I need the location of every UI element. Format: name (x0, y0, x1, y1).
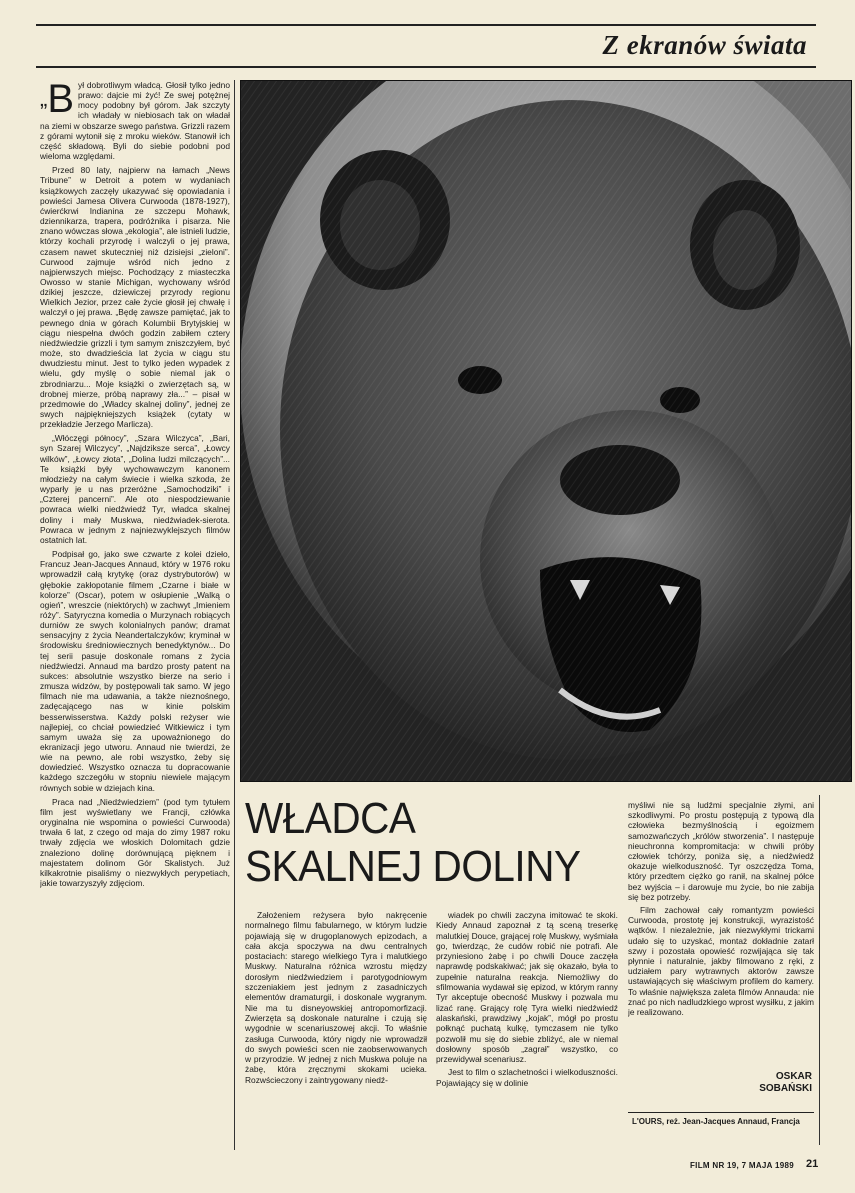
column-divider (234, 80, 235, 1150)
grizzly-bear-photo (240, 80, 852, 782)
article-paragraph: myśliwi nie są ludźmi specjalnie złymi, ani szkodliwymi. Po prostu postępują z typową dla człowieka bezmyślnością i egoizmem samozwańczych „królów stworzenia”. I następuje nieuchronna kompromitacja: w chwili próby człowiek tchórzy, poniża się, a niedźwiedź okazuje wielkoduszność. Tyr oszczędza Toma, który przedtem ciężko go ranił, na skalnej półce bez wyjścia – i darowuje mu życie, bo nie zabija się bez potrzeby. (628, 800, 814, 902)
bear-illustration (240, 80, 852, 782)
credit-rule (628, 1112, 814, 1113)
article-paragraph: Film zachował cały romantyzm powieści Curwooda, prostotę jej konstrukcji, wyrazistość wątków. I niezależnie, jak niezwykłymi trickami udało się to uzyskać, montaż dokładnie zatarł szwy i pozostała opowieść rozwijająca się tak płynnie i naturalnie, jakby filmowano z ręki, z udziałem pary wytrawnych aktorów zawsze ustawiających się właściwym profilem do kamery. To właśnie największa zaleta filmów Annauda: nie znać po nich nadludzkiego wprost wysiłku, z jakim je realizowano. (628, 905, 814, 1018)
author-byline: OSKAR SOBAŃSKI (759, 1071, 812, 1094)
header-rule-bottom (36, 66, 816, 68)
article-title (245, 795, 581, 891)
article-column-middle-1 (245, 910, 427, 1150)
film-credit: L'OURS, reż. Jean-Jacques Annaud, Francja (632, 1117, 800, 1126)
article-paragraph: wiadek po chwili zaczyna imitować te skoki. Kiedy Annaud zapoznał z tą sceną treserkę malutkiej Douce, grającej rolę Muskwy, wyśmiała go, twierdząc, że cudów robić nie potrafi. Ale przyniesiono żabę i po chwili Douce zaczęła naprawdę podskakiwać; jak się okazało, była to zupełnie naturalna reakcja. Niemożliwy do sfilmowania wydawał się epizod, w którym ranny Tyr akceptuje obecność Muskwy i pozwala mu lizać ranę. Grający rolę Tyra wielki niedźwiedź alaskański, prawdziwy „kojak”, mógł po prostu połknąć puchatą kulkę, tymczasem nie tylko pozwolił mu się do siebie zbliżyć, ale w niemal dosłowny sposób „zagrał” wszystko, co przewidywał scenariusz. (436, 910, 618, 1065)
article-column-left (40, 80, 230, 1150)
article-paragraph: Założeniem reżysera było nakręcenie normalnego filmu fabularnego, w którym ludzie pojawiają się w drugoplanowych epizodach, a cała akcja spoczywa na dwu centralnych postaciach: starego wielkiego Tyra i malutkiego Muskwy. Naturalna różnica wzrostu między dorosłym niedźwiedziem i parotygodniowym szczeniakiem jest jednym z zasadniczych elementów dramaturgii, i doskonale wygranym. Nie ma tu disneyowskiej antropomorfizacji. Zwierzęta są doskonale naturalne i czują się wygodnie w scenariuszowej akcji. To właśnie zasługa Curwooda, który nigdy nie wprowadził do swych powieści scen nie zaobserwowanych w przyrodzie. W jednej z nich Muskwa poluje na żabę, która zręcznymi skokami ucieka. Rozwścieczony i zaintrygowany niedź- (245, 910, 427, 1085)
article-paragraph: „B ył dobrotliwym władcą. Głosił tylko jedno prawo: dajcie mi żyć! Ze swej potężnej mocy podobny był górom. Jak szczyty ich władały w niebiosach tak on władał na ziemi w obszarze swego państwa. Grizzli razem z górami wytonił się z mroku wieków. Stanowił ich część składową. Byli do siebie podobni pod wieloma względami. (40, 80, 230, 162)
article-paragraph: Podpisał go, jako swe czwarte z kolei dzieło, Francuz Jean-Jacques Annaud, który w 1976 roku wprowadził całą krytykę (oraz dystrybutorów) w głębokie zakłopotanie filmem „Czarne i białe w kolorze” (Oscar), potem w osłupienie „Walką o ogień”, wreszcie (niektórych) w zachwyt „Imieniem róży”. Satyryczna komedia o Murzynach robiących durniów ze swych kolonialnych panów; dramat sensacyjny z życia Neandertalczyków; kryminał w środowisku średniowiecznych benedyktynów... Do tej serii pasuje doskonale romans z życia niedźwiedzi. Annaud ma bardzo prosty patent na sukces: absolutnie wszystko bierze na serio i zmusza widzów, by postępowali tak samo. W jego filmach nie ma udawania, a także nieznośnego, zadęcającego nas w kinie polskim besserwisserstwa. Każdy polski reżyser wie najlepiej, co chciał powiedzieć Witkiewicz i tym samym uważa się za upoważnionego do ekranizacji jego utworu. Annaud nie twierdzi, że wie na pewno, ale robi wszystko, żeby się dowiedzieć. Wszystko oznacza tu dopracowanie każdego szczegółu w stopniu niewiele mającym równych sobie w dziejach kina. (40, 549, 230, 793)
article-paragraph: Przed 80 laty, najpierw na łamach „News Tribune” w Detroit a potem w wydaniach książkowych zaczęły ukazywać się opowiadania i powieści Jamesa Olivera Curwooda (1878-1927), ćwierćkrwi Indianina ze szczepu Mohawk, dziennikarza, trapera, podróżnika i pisarza. Nie znano wówczas słowa „ekologia”, ale istnieli ludzie, którzy kochali przyrodę i walczyli o jej prawa, czasem nawet skuteczniej niż dzisiejsi „zieloni”. Curwood zajmuje wśród nich jedno z najpierwszych miejsc. Pochodzący z miasteczka Owosso w stanie Michigan, wychowany wśród dzikiej jeszcze, dziewiczej przyrody regionu Wielkich Jezior, przez całe życie głosił jej chwałę i walczył o jej prawa. „Będę zawsze pamiętać, jak to pewnego dnia w górach Kolumbii Brytyjskiej w ciągu niespełna dwóch godzin zabiłem cztery niedźwiedzie grizzli i tym samym zniszczyłem, być może, sto dwadzieścia lat życia w ciągu stu dwudziestu minut. Jest to tylko jeden wypadek z wielu, gdy myślę o sobie niemal jak o zbrodniarzu... Moje książki o zwierzętach są, w drobnej mierze, próbą naprawy zła...” – pisał w przedmowie do „Władcy skalnej doliny”, jednej ze swych najpiękniejszych książek (cytaty w przekładzie Jerzego Marlicza). (40, 165, 230, 430)
column-divider-right (819, 795, 820, 1145)
article-title-line-1: WŁADCA (245, 794, 416, 843)
article-column-right (628, 800, 814, 1100)
article-column-middle-2 (436, 910, 618, 1150)
article-paragraph: Praca nad „Niedźwiedziem” (pod tym tytułem film jest wyświetlany we Francji, człówka oryginalna nie wspomina o powieści Curwooda) trwała 6 lat, z czego od maja do zimy 1987 roku trwały zdjęcia we włoskich Dolomitach gdzie znaleziono dolinę dorównującą pięknem i majestatem dolinom Gór Skalistych. Już kilkakrotnie pisaliśmy o niezwykłych perypetiach, jakie towarzyszyły zdjęciom. (40, 796, 230, 889)
section-heading: Z ekranów świata (602, 30, 807, 60)
header-rule-top (36, 24, 816, 26)
article-paragraph: „Włóczęgi północy”, „Szara Wilczyca”, „Bari, syn Szarej Wilczycy”, „Najdziksze serca”, „Łowcy wilków”, „Łowcy złota”, „Dolina ludzi milczących”... Te książki były wychowawczym kanonem młodzieży na całym świecie i wielka szkoda, że wyparły je u nas przeróżne „Samochodziki” i „Czterej pancerni”. Ale oto niespodziewanie powraca wielki niedźwiedź Tyr, władca skalnej doliny i mały Muskwa, niedźwiadek-sierota. Powraca w jednym z najniezwyklejszych filmów ostatnich lat. (40, 433, 230, 545)
drop-cap: „B (40, 80, 75, 121)
page-number: 21 (806, 1158, 819, 1170)
issue-footer: FILM NR 19, 7 MAJA 1989 (690, 1161, 794, 1170)
article-paragraph: Jest to film o szlachetności i wielkoduszności. Pojawiający się w dolinie (436, 1067, 618, 1088)
article-title-line-2: SKALNEJ DOLINY (245, 842, 581, 891)
